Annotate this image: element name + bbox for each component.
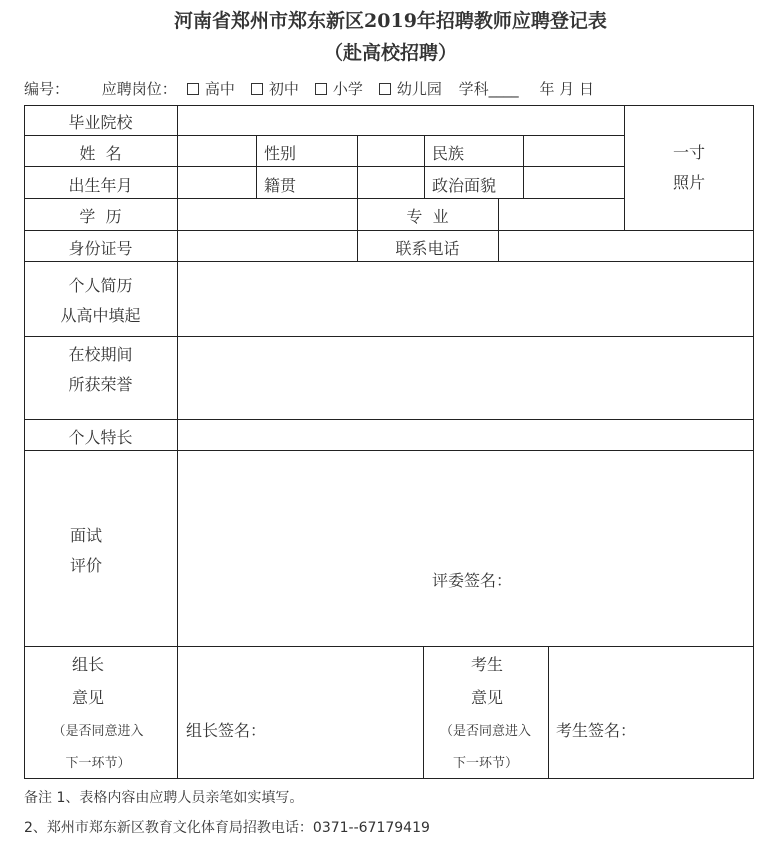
label-birth: 出生年月 [68,176,133,195]
col-line [624,105,625,231]
option-highschool[interactable]: 高中 [183,80,241,98]
label-origin: 籍贯 [264,176,297,195]
date-label: 年 月 日 [539,80,594,98]
row-line [24,198,624,199]
row-line [24,646,754,647]
label-honor-1: 在校期间 [68,345,133,364]
label-major: 专 业 [406,207,449,226]
option-juniorhigh[interactable]: 初中 [247,80,305,98]
option-kindergarten[interactable]: 幼儿园 [375,80,448,98]
form-subtitle: （赴高校招聘） [323,42,457,64]
row-line [24,230,754,231]
row-line [24,336,754,337]
label-resume-2: 从高中填起 [60,306,141,325]
label-leader-2: 意见 [71,688,104,707]
label-politics: 政治面貌 [432,176,497,195]
table-border-bottom [24,778,754,779]
label-candidate-4: 下一环节） [452,756,518,771]
label-candidate-1: 考生 [470,655,503,674]
judge-sign-label: 评委签名： [432,571,513,590]
checkbox-icon [187,83,199,95]
label-honor-2: 所获荣誉 [68,375,133,394]
row-line [24,261,754,262]
label-resume-1: 个人简历 [68,276,133,295]
label-education: 学 历 [79,207,122,226]
col-line [177,105,178,779]
label-interview-2: 评价 [70,556,103,575]
position-label: 应聘岗位： [101,80,177,98]
label-gender: 性别 [264,144,297,163]
row-line [24,166,624,167]
label-leader-3: （是否同意进入 [52,724,144,739]
photo-label-2: 照片 [672,173,705,192]
label-candidate-3: （是否同意进入 [439,724,531,739]
label-phone: 联系电话 [395,239,460,258]
checkbox-icon [315,83,327,95]
subject-label: 学科____ [458,80,519,98]
form-title: 河南省郑州市郑东新区2019年招聘教师应聘登记表 [174,10,607,32]
row-line [24,450,754,451]
form-meta-row [24,78,600,99]
checkbox-icon [251,83,263,95]
table-border-top [24,105,754,106]
label-school: 毕业院校 [68,113,133,132]
note-1: 备注 1、表格内容由应聘人员亲笔如实填写。 [24,790,304,806]
table-border-right [753,105,754,779]
photo-label-1: 一寸 [672,143,705,162]
label-candidate-2: 意见 [470,688,503,707]
label-leader-1: 组长 [71,655,104,674]
option-primary[interactable]: 小学 [311,80,369,98]
label-leader-4: 下一环节） [65,756,131,771]
label-name: 姓 名 [79,144,122,163]
label-ethnicity: 民族 [432,144,465,163]
col-line [256,135,257,199]
leader-sign-label: 组长签名： [186,721,267,740]
row-line [24,135,624,136]
checkbox-icon [379,83,391,95]
col-line [424,135,425,199]
row-line [24,419,754,420]
label-specialty: 个人特长 [68,428,133,447]
col-line [523,135,524,199]
note-2: 2、郑州市郑东新区教育文化体育局招教电话：0371--67179419 [24,820,430,836]
candidate-sign-label: 考生签名： [556,721,637,740]
label-id-number: 身份证号 [68,239,133,258]
col-line [498,198,499,262]
label-interview-1: 面试 [70,526,103,545]
number-label: 编号： [24,80,70,98]
